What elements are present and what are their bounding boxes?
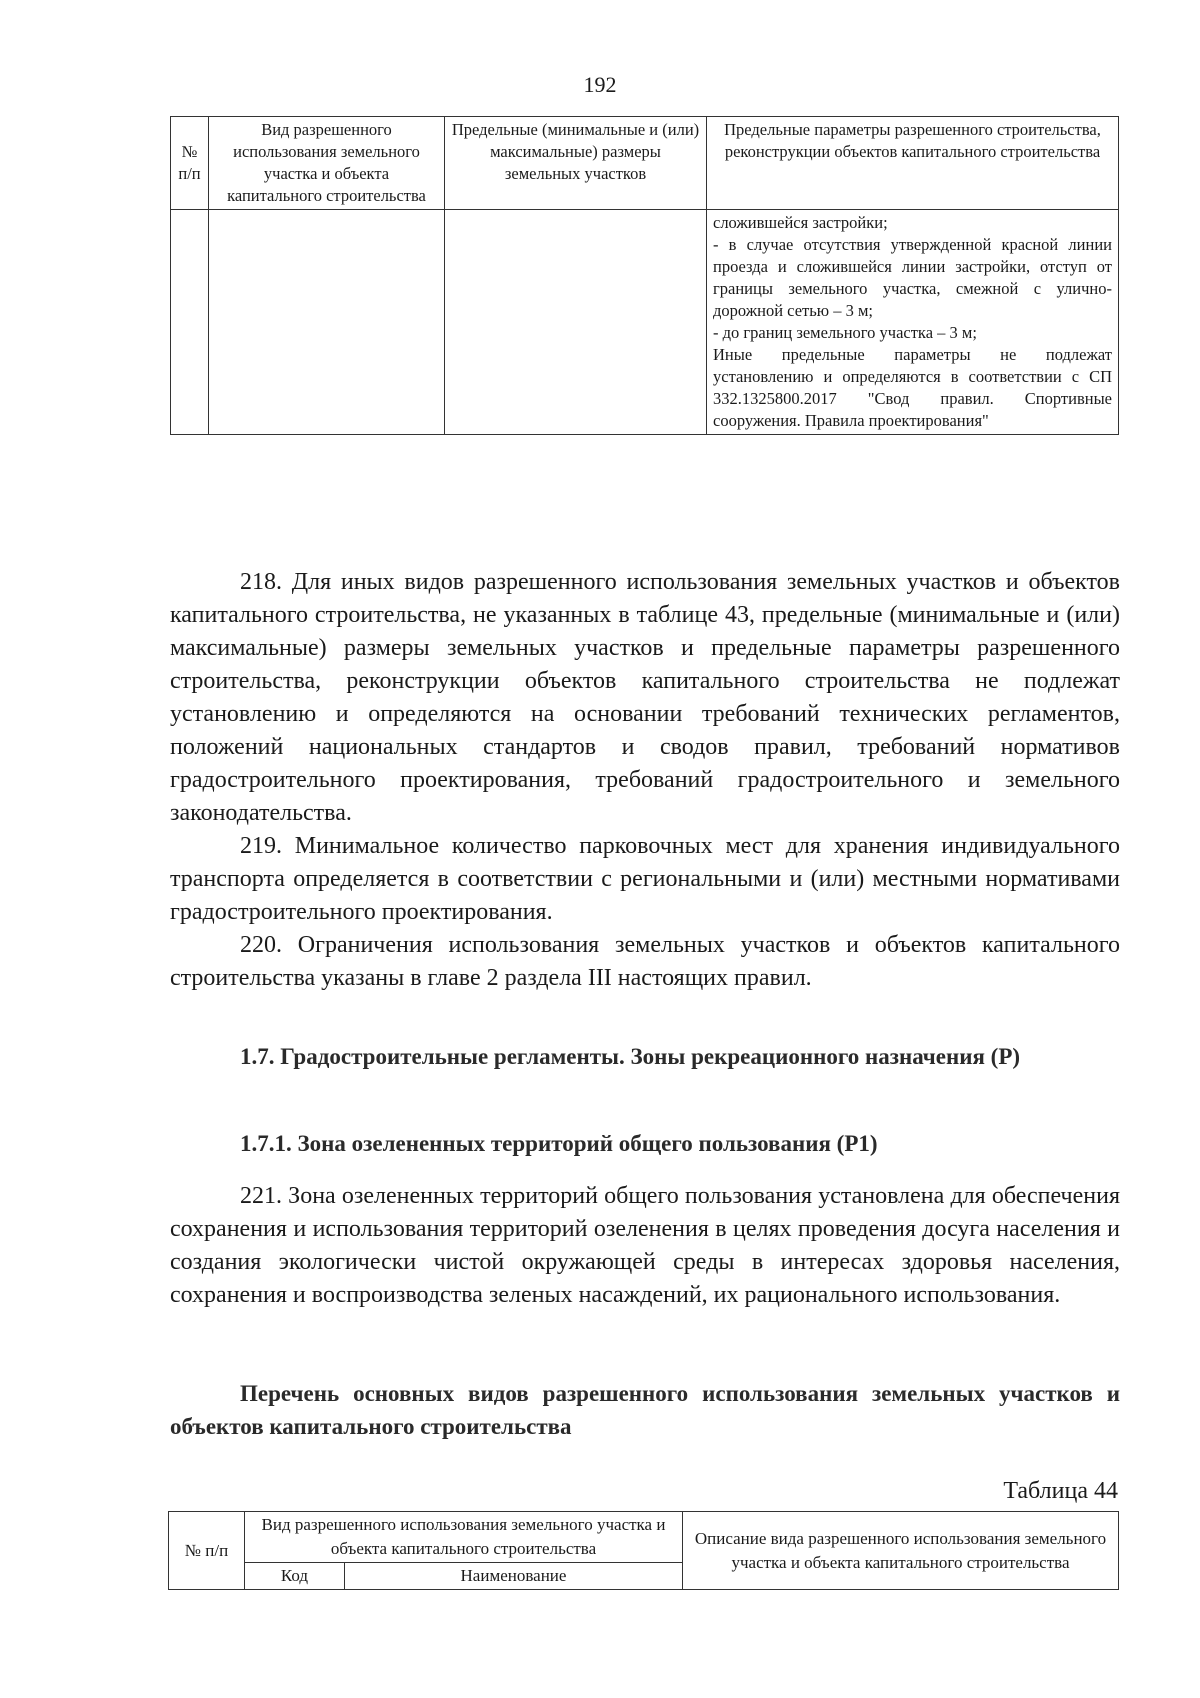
paragraph-219: 219. Минимальное количество парковочных мест для хранения индивидуального транспорта определяется в соответствии с региональными и (или) местными нормативами градостроительного проектирования.	[170, 833, 1120, 925]
header-num: № п/п	[171, 117, 209, 210]
paragraph-221: 221. Зона озелененных территорий общего пользования установлена для обеспечения сохранения и использования территорий озеленения в целях проведения досуга населения и создания экологически чистой окружающей среды в интересах здоровья населения, сохранения и воспроизводства зеленых насаждений, их рационального использования.	[170, 1183, 1120, 1308]
heading-1-7-1	[170, 1127, 1120, 1160]
param-line: сложившейся застройки;	[713, 213, 888, 232]
header-kind: Вид разрешенного использования земельного участка и объекта капитального строительства	[245, 1512, 683, 1563]
list-title-text: Перечень основных видов разрешенного использования земельных участков и объектов капитального строительства	[170, 1381, 1120, 1439]
body-section-2	[170, 1180, 1120, 1312]
header-description: Описание вида разрешенного использования земельного участка и объекта капитального строительства	[683, 1512, 1119, 1590]
header-sizes: Предельные (минимальные и (или) максимальные) размеры земельных участков	[445, 117, 707, 210]
cell-sizes	[445, 210, 707, 435]
table-44-caption: Таблица 44	[1003, 1478, 1118, 1504]
paragraph-220: 220. Ограничения использования земельных участков и объектов капитального строительства указаны в главе 2 раздела III настоящих правил.	[170, 932, 1120, 991]
cell-kind	[209, 210, 445, 435]
page-number: 192	[583, 72, 617, 97]
table-row	[171, 210, 1119, 435]
table-header-row	[171, 117, 1119, 210]
param-line: Иные предельные параметры не подлежат установлению и определяются в соответствии с СП 332.1325800.2017 "Свод правил. Спортивные сооружения. Правила проектирования"	[713, 345, 1112, 430]
param-line: - в случае отсутствия утвержденной красной линии проезда и сложившейся линии застройки, отступ от границы земельного участка, смежной с улично-дорожной сетью – 3 м;	[713, 235, 1112, 320]
table-44	[168, 1511, 1119, 1590]
param-line: - до границ земельного участка – 3 м;	[713, 323, 977, 342]
table-43	[170, 116, 1119, 435]
header-code: Код	[245, 1563, 345, 1590]
header-num: № п/п	[169, 1512, 245, 1590]
header-params: Предельные параметры разрешенного строительства, реконструкции объектов капитального строительства	[707, 117, 1119, 210]
header-kind: Вид разрешенного использования земельного участка и объекта капитального строительства	[209, 117, 445, 210]
paragraph-218: 218. Для иных видов разрешенного использования земельных участков и объектов капитального строительства, не указанных в таблице 43, предельные (минимальные и (или) максимальные) размеры земельных участков и предельные параметры разрешенного строительства, реконструкции объектов капитального строительства не подлежат установлению и определяются на основании требований технических регламентов, положений национальных стандартов и сводов правил, требований нормативов градостроительного проектирования, требований градостроительного и земельного законодательства.	[170, 569, 1120, 826]
cell-params	[707, 210, 1119, 435]
body-section-1	[170, 566, 1120, 995]
heading-1-7	[170, 1040, 1120, 1073]
heading-1-7-1-text: 1.7.1. Зона озелененных территорий общего пользования (Р1)	[240, 1131, 878, 1156]
list-title	[170, 1377, 1120, 1443]
heading-1-7-text: 1.7. Градостроительные регламенты. Зоны рекреационного назначения (Р)	[240, 1044, 1021, 1069]
cell-num	[171, 210, 209, 435]
table-header-row	[169, 1512, 1119, 1563]
header-name: Наименование	[345, 1563, 683, 1590]
